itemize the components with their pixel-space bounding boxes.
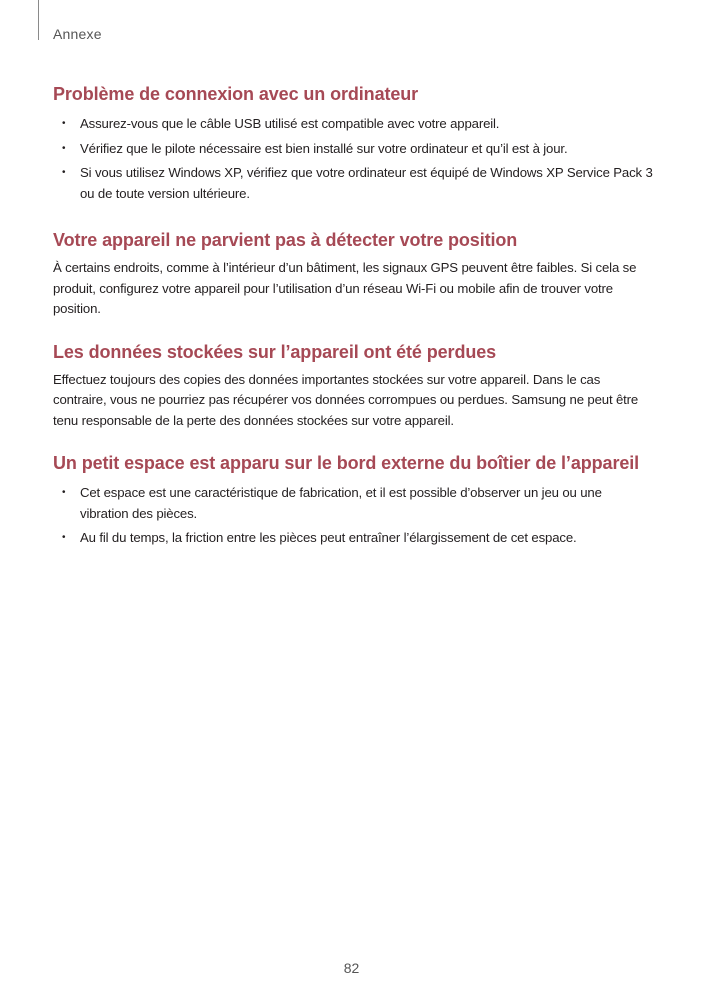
list-item (53, 163, 653, 204)
section-spacer (53, 208, 653, 228)
section-heading: Problème de connexion avec un ordinateur (53, 84, 419, 104)
bullet-icon: • (62, 142, 66, 154)
section-case-gap (53, 451, 653, 549)
page-number: 82 (343, 960, 360, 976)
page-content (53, 82, 653, 553)
bullet-list (53, 483, 653, 549)
running-header: Annexe (53, 26, 102, 42)
section-spacer (53, 320, 653, 340)
section-heading: Un petit espace est apparu sur le bord externe du boîtier de l’appareil (53, 453, 640, 473)
section-paragraph: À certains endroits, comme à l’intérieur d’un bâtiment, les signaux GPS peuvent être faibles. Si cela se produit, configurez votre appareil pour l’utilisation d’un réseau Wi-Fi ou mobile afin de trouver votre position. (53, 260, 637, 316)
bullet-icon: • (62, 487, 66, 498)
section-paragraph: Effectuez toujours des copies des données importantes stockées sur votre appareil. Dans le cas contraire, vous ne pourriez pas récupérer vos données corrompues ou perdues. Samsung ne peut être tenu responsable de la perte des données stockées sur votre appareil. (53, 371, 639, 428)
list-item-text: Assurez-vous que le câble USB utilisé est compatible avec votre appareil. (80, 116, 500, 131)
section-heading: Les données stockées sur l’appareil ont été perdues (53, 341, 497, 362)
list-item-text: Au fil du temps, la friction entre les pièces peut entraîner l’élargissement de cet espace. (80, 530, 577, 545)
bullet-icon: • (62, 167, 66, 178)
list-item (53, 528, 653, 549)
section-computer-connection (53, 82, 653, 204)
bullet-icon: • (62, 532, 66, 543)
list-item-text: Si vous utilisez Windows XP, vérifiez que votre ordinateur est équipé de Windows XP Service Pack 3 ou de toute version ultérieure. (80, 165, 653, 201)
bullet-list (53, 114, 653, 204)
bullet-icon: • (62, 118, 66, 129)
page-margin-line (38, 0, 39, 40)
list-item-text: Vérifiez que le pilote nécessaire est bien installé sur votre ordinateur et qu’il est à jour. (80, 140, 568, 156)
list-item-text: Cet espace est une caractéristique de fabrication, et il est possible d’observer un jeu ou une vibration des pièces. (80, 485, 602, 521)
list-item (53, 139, 653, 160)
section-heading: Votre appareil ne parvient pas à détecter votre position (53, 230, 518, 250)
list-item (53, 114, 653, 135)
section-data-lost (53, 340, 653, 432)
section-position-detection (53, 228, 653, 320)
list-item (53, 483, 653, 524)
section-spacer (53, 431, 653, 451)
